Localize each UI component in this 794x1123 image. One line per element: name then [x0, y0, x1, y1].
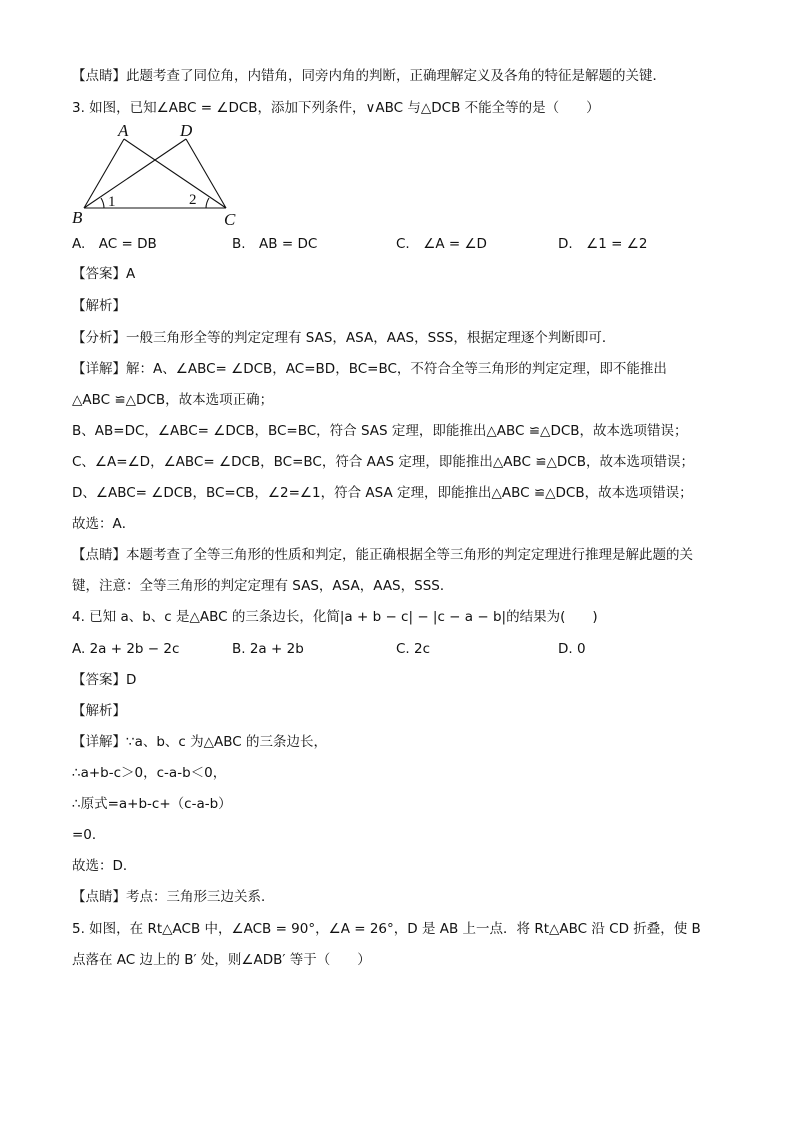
q3-option-c: C. ∠A = ∠D: [396, 236, 487, 252]
q4-option-c: C. 2c: [396, 641, 431, 657]
q3-option-a: A. AC = DB: [72, 236, 157, 252]
label-angle-2: 2: [189, 192, 197, 208]
q4-dianjing: 【点睛】考点：三角形三边关系．: [72, 889, 275, 905]
q3-detail-5: D、∠ABC= ∠DCB，BC=CB，∠2=∠1，符合 ASA 定理，即能推出△ABC ≌△DCB，故本选项错误；: [72, 485, 693, 501]
q3-detail-2: △ABC ≌△DCB，故本选项正确；: [72, 392, 274, 408]
q4-option-b: B. 2a + 2b: [232, 641, 304, 657]
q3-dianjing-2: 键，注意：全等三角形的判定定理有 SAS，ASA，AAS，SSS．: [72, 578, 454, 594]
q3-detail-1: 【详解】解：A、∠ABC= ∠DCB，AC=BD，BC=BC，不符合全等三角形的判定定理，即不能推出: [72, 361, 667, 377]
segment-ac: [124, 139, 226, 208]
angle-2-arc: [206, 198, 209, 208]
segment-db: [84, 139, 186, 208]
q3-option-b: B. AB = DC: [232, 236, 318, 252]
q4-detail-4: =0．: [72, 827, 106, 843]
q3-option-d: D. ∠1 = ∠2: [558, 236, 648, 252]
segment-ab: [84, 139, 124, 208]
q3-fenxi: 【分析】一般三角形全等的判定定理有 SAS，ASA，AAS，SSS，根据定理逐个判断即可．: [72, 330, 616, 346]
q3-jiexi: 【解析】: [72, 298, 126, 314]
q4-detail-2: ∴a+b-c＞0，c-a-b＜0，: [72, 765, 227, 781]
q4-answer: 【答案】D: [72, 672, 137, 688]
q3-triangle-figure: [70, 122, 250, 228]
q4-choice: 故选：D．: [72, 858, 137, 874]
q4-option-d: D. 0: [558, 641, 586, 657]
q5-stem-2: 点落在 AC 边上的 B′ 处，则∠ADB′ 等于（ ）: [72, 952, 371, 968]
q4-option-a: A. 2a + 2b − 2c: [72, 641, 180, 657]
angle-1-arc: [101, 198, 104, 208]
q2-dianjing: 【点睛】此题考查了同位角，内错角，同旁内角的判断，正确理解定义及各角的特征是解题的关键．: [72, 68, 666, 84]
q5-stem-1: 5. 如图，在 Rt△ACB 中，∠ACB = 90°，∠A = 26°，D 是 AB 上一点．将 Rt△ABC 沿 CD 折叠，使 B: [72, 921, 701, 937]
q4-detail-3: ∴原式=a+b-c+（c-a-b）: [72, 796, 232, 812]
label-b: B: [72, 208, 83, 227]
label-d: D: [180, 122, 193, 140]
q3-detail-4: C、∠A=∠D，∠ABC= ∠DCB，BC=BC，符合 AAS 定理，即能推出△ABC ≌△DCB，故本选项错误；: [72, 454, 694, 470]
label-c: C: [224, 210, 236, 228]
q4-detail-1: 【详解】∵a、b、c 为△ABC 的三条边长，: [72, 734, 328, 750]
q3-detail-3: B、AB=DC，∠ABC= ∠DCB，BC=BC，符合 SAS 定理，即能推出△ABC ≌△DCB，故本选项错误；: [72, 423, 688, 439]
q3-dianjing-1: 【点睛】本题考查了全等三角形的性质和判定，能正确根据全等三角形的判定定理进行推理是解此题的关: [72, 547, 693, 563]
q3-choice: 故选：A．: [72, 516, 136, 532]
label-a: A: [118, 122, 129, 140]
label-angle-1: 1: [108, 194, 116, 210]
q4-stem: 4. 已知 a、b、c 是△ABC 的三条边长，化简|a + b − c| − |c − a − b|的结果为( ): [72, 609, 598, 625]
q3-stem: 3. 如图，已知∠ABC = ∠DCB，添加下列条件，∨ABC 与△DCB 不能全等的是（ ）: [72, 100, 600, 116]
q3-answer: 【答案】A: [72, 266, 136, 282]
q4-jiexi: 【解析】: [72, 703, 126, 719]
